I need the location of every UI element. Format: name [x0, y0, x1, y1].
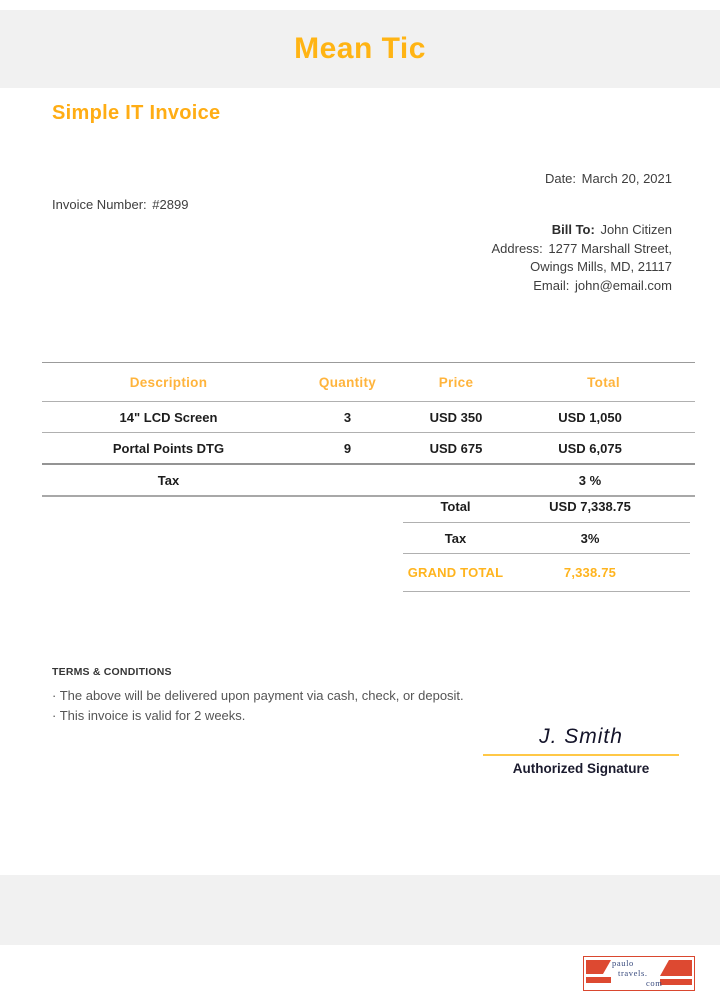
address-value-line2: Owings Mills, MD, 21117	[530, 259, 672, 275]
email-label: Email:	[533, 277, 570, 293]
item-total: USD 1,050	[558, 409, 622, 425]
address-value-line1: 1277 Marshall Street,	[548, 240, 672, 256]
totals-value: 3%	[580, 530, 600, 546]
invoice-number-label: Invoice Number:	[52, 197, 147, 212]
totals-row-tax	[403, 523, 690, 554]
footer-logo	[583, 956, 695, 991]
column-header-description: Description	[129, 374, 208, 390]
footer-band	[0, 875, 720, 945]
invoice-number-value: #2899	[152, 197, 189, 212]
date-label: Date:	[544, 171, 577, 186]
item-description: 14" LCD Screen	[119, 409, 218, 425]
totals-row-total	[403, 490, 690, 523]
invoice-number-line	[52, 197, 188, 212]
logo-text: travels.	[618, 968, 648, 978]
item-quantity: 3	[343, 409, 352, 425]
logo-bar-right-icon	[660, 979, 692, 985]
column-header-price: Price	[438, 374, 474, 390]
column-header-total: Total	[587, 374, 620, 390]
item-quantity: 9	[343, 440, 352, 456]
totals-value: 7,338.75	[563, 565, 617, 580]
bill-to-name: John Citizen	[600, 222, 672, 237]
totals-label: Total	[440, 498, 471, 514]
item-price: USD 350	[429, 409, 483, 425]
date-line	[545, 171, 672, 186]
terms-line: · This invoice is valid for 2 weeks.	[52, 708, 246, 723]
table-row	[42, 402, 695, 433]
logo-text: com	[646, 978, 663, 988]
items-table-header-row	[42, 363, 695, 402]
email-line	[491, 277, 672, 296]
invoice-title: Simple IT Invoice	[52, 102, 221, 124]
terms-title: TERMS & CONDITIONS	[52, 666, 172, 678]
address-label: Address:	[491, 240, 543, 256]
totals-label: GRAND TOTAL	[407, 565, 504, 580]
column-header-quantity: Quantity	[318, 374, 377, 390]
logo-flag-left-icon	[586, 960, 611, 974]
terms-line: · The above will be delivered upon payment via cash, check, or deposit.	[52, 688, 464, 703]
item-description: Portal Points DTG	[112, 440, 225, 456]
signature-label: Authorized Signature	[512, 761, 650, 776]
bill-to-block	[491, 221, 672, 295]
brand-title: Mean Tic	[294, 32, 426, 65]
totals-row-grand-total	[403, 554, 690, 592]
header-band	[0, 10, 720, 88]
email-value: john@email.com	[574, 277, 672, 293]
logo-text: paulo	[612, 958, 634, 968]
logo-flag-right-icon	[660, 960, 692, 976]
items-table	[42, 362, 695, 497]
item-description: Tax	[157, 472, 180, 488]
totals-table	[403, 490, 690, 592]
terms-and-conditions	[52, 666, 464, 726]
totals-label: Tax	[444, 530, 467, 546]
item-total: 3 %	[578, 472, 602, 488]
item-total: USD 6,075	[558, 440, 622, 456]
address-line	[491, 240, 672, 259]
logo-bar-left-icon	[586, 977, 611, 983]
date-value: March 20, 2021	[581, 171, 672, 186]
item-price: USD 675	[429, 440, 483, 456]
table-row	[42, 433, 695, 465]
bill-to-label: Bill To:	[551, 222, 595, 237]
signature-name: J. Smith	[483, 725, 679, 756]
totals-value: USD 7,338.75	[549, 498, 631, 514]
signature-block	[483, 725, 679, 776]
bill-to-line	[491, 221, 672, 240]
